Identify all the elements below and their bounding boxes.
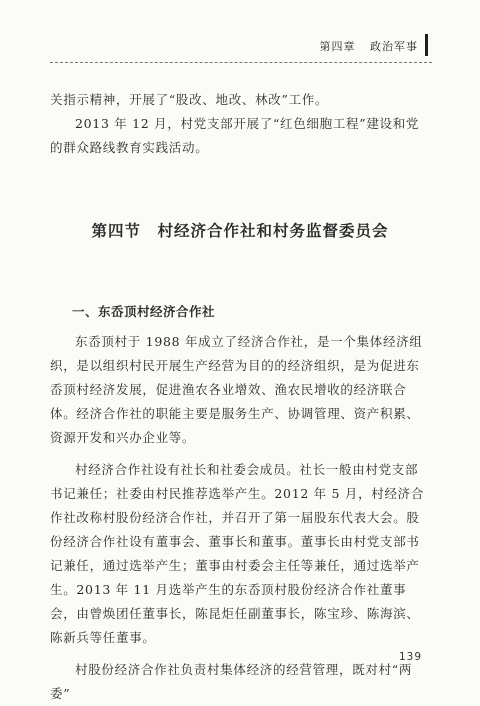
chapter-title: 政治军事 xyxy=(370,40,418,53)
body-paragraph-3: 村股份经济合作社负责村集体经济的经营管理，既对村“两委” xyxy=(50,662,413,701)
intro-text xyxy=(50,88,430,160)
intro-paragraph-1: 关指示精神，开展了“股改、地改、林改”工作。 xyxy=(50,92,329,107)
section-body xyxy=(50,330,430,706)
intro-paragraph-2: 2013 年 12 月，村党支部开展了“红色细胞工程”建设和党的群众路线教育实践活动。 xyxy=(50,116,420,155)
header-bar xyxy=(425,34,428,56)
header-divider xyxy=(50,62,432,63)
page-number: 139 xyxy=(398,651,422,663)
subsection-title: 一、东岙顶村经济合作社 xyxy=(72,304,216,319)
body-paragraph-1: 东岙顶村于 1988 年成立了经济合作社，是一个集体经济组织，是以组织村民开展生产经营为目的的经济组织，是为促进东岙顶村经济发展，促进渔农各业增效、渔农民增收的经济联合体。经济合作社的职能主要是服务生产、协调管理、资产积累、资源开发和兴办企业等。 xyxy=(50,334,423,445)
body-paragraph-2: 村经济合作社设有社长和社委会成员。社长一般由村党支部书记兼任；社委由村民推荐选举产生。2012 年 5 月，村经济合作社改称村股份经济合作社，并召开了第一届股东代表大会。股份经济合作社设有董事会、董事长和董事。董事长由村党支部书记兼任，通过选举产生；董事由村委会主任等兼任，通过选举产生。2013 年 11 月选举产生的东岙顶村股份经济合作社董事会，由曾焕团任董事长，陈昆炬任副董事长，陈宝珍、陈海滨、陈新兵等任董事。 xyxy=(50,462,425,645)
section-title: 第四节 村经济合作社和村务监督委员会 xyxy=(91,222,389,240)
running-head xyxy=(320,38,419,54)
chapter-number: 第四章 xyxy=(319,40,356,53)
